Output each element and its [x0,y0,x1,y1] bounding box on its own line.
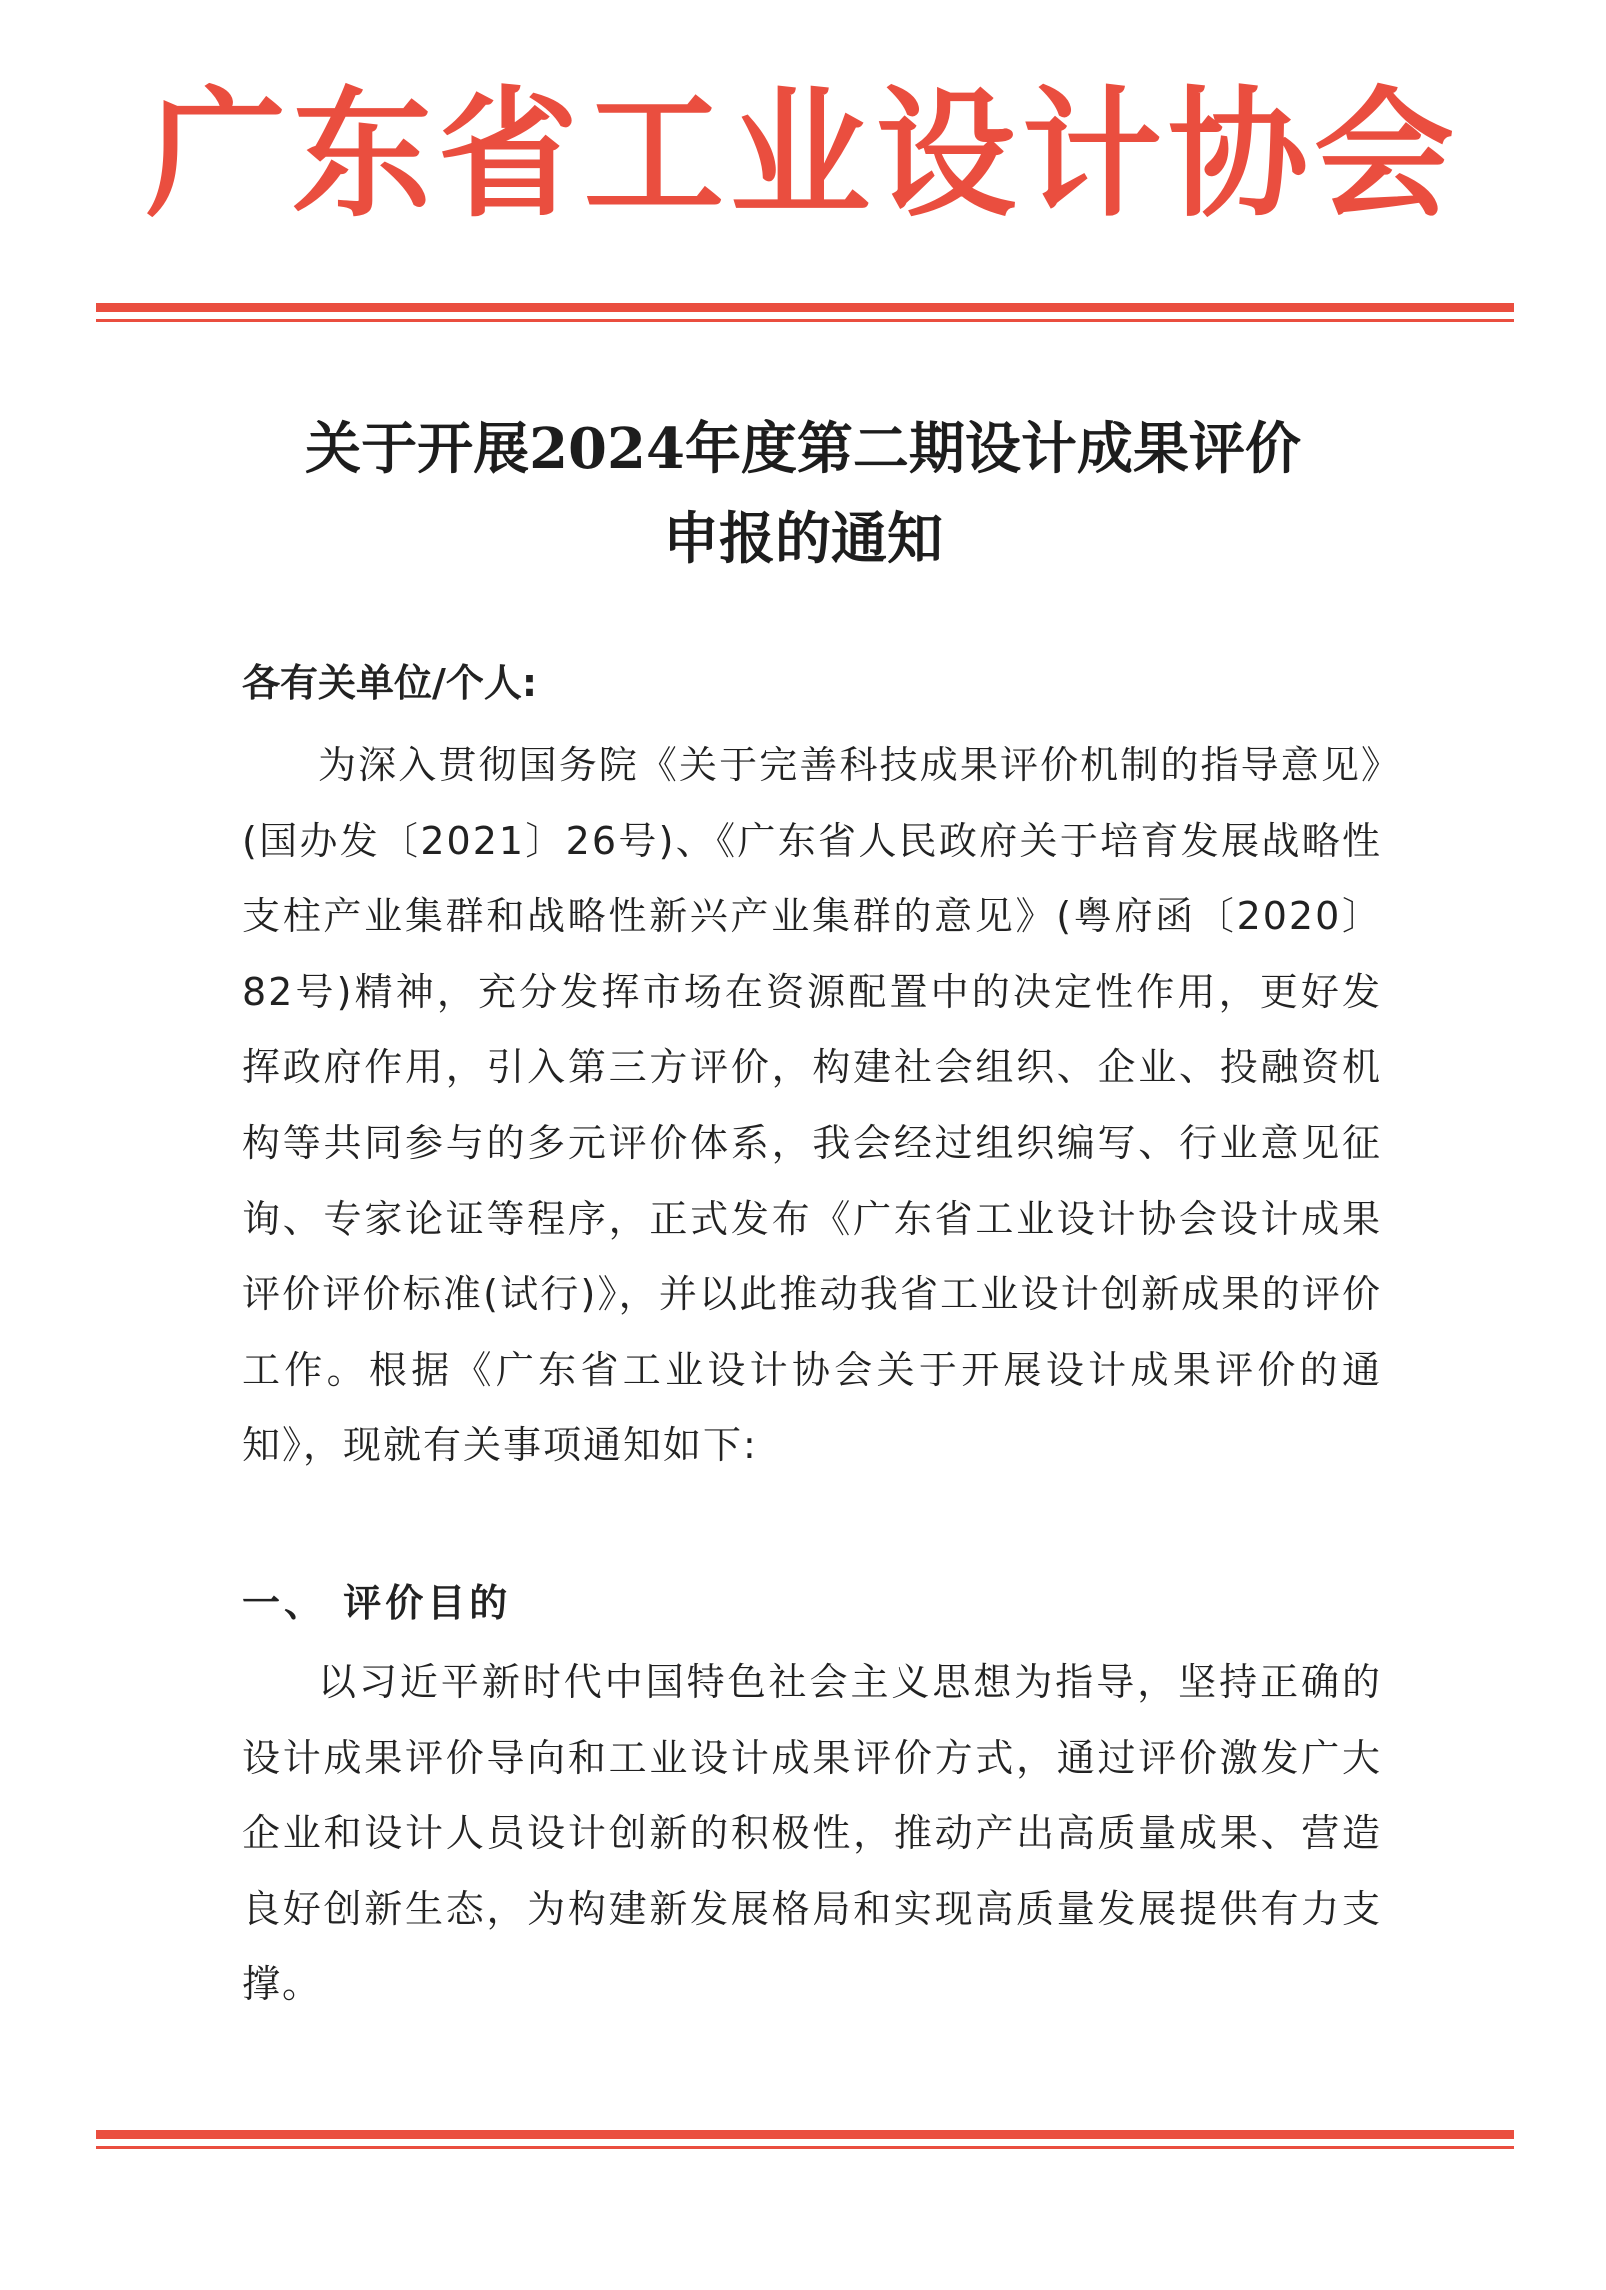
letterhead-org-name: 广东省工业设计协会 [145,73,1460,237]
salutation: 各有关单位/个人: [242,661,538,705]
footer-rule [96,2130,1514,2149]
section-heading-purpose: 一、 评价目的 [242,1581,512,1625]
body-paragraph-1: 为深入贯彻国务院《关于完善科技成果评价机制的指导意见》(国办发〔2021〕26号)、《广东省人民政府关于培育发展战略性支柱产业集群和战略性新兴产业集群的意见》(粤府函〔2020〕82号)精神，充分发挥市场在资源配置中的决定性作用，更好发挥政府作用，引入第三方评价，构建社会组织、企业、投融资机构等共同参与的多元评价体系，我会经过组织编写、行业意见征询、专家论证等程序，正式发布《广东省工业设计协会设计成果评价评价标准(试行)》，并以此推动我省工业设计创新成果的评价工作。根据《广东省工业设计协会关于开展设计成果评价的通知》，现就有关事项通知如下: [242,743,1382,1468]
body-paragraph-2: 以习近平新时代中国特色社会主义思想为指导，坚持正确的设计成果评价导向和工业设计成果评价方式，通过评价激发广大企业和设计人员设计创新的积极性，推动产出高质量成果、营造良好创新生态，为构建新发展格局和实现高质量发展提供有力支撑。 [242,1660,1382,2007]
document-title-line2: 申报的通知 [663,506,943,572]
document-title-line1: 关于开展2024年度第二期设计成果评价 [305,416,1301,482]
letterhead-top-rule [96,303,1514,322]
